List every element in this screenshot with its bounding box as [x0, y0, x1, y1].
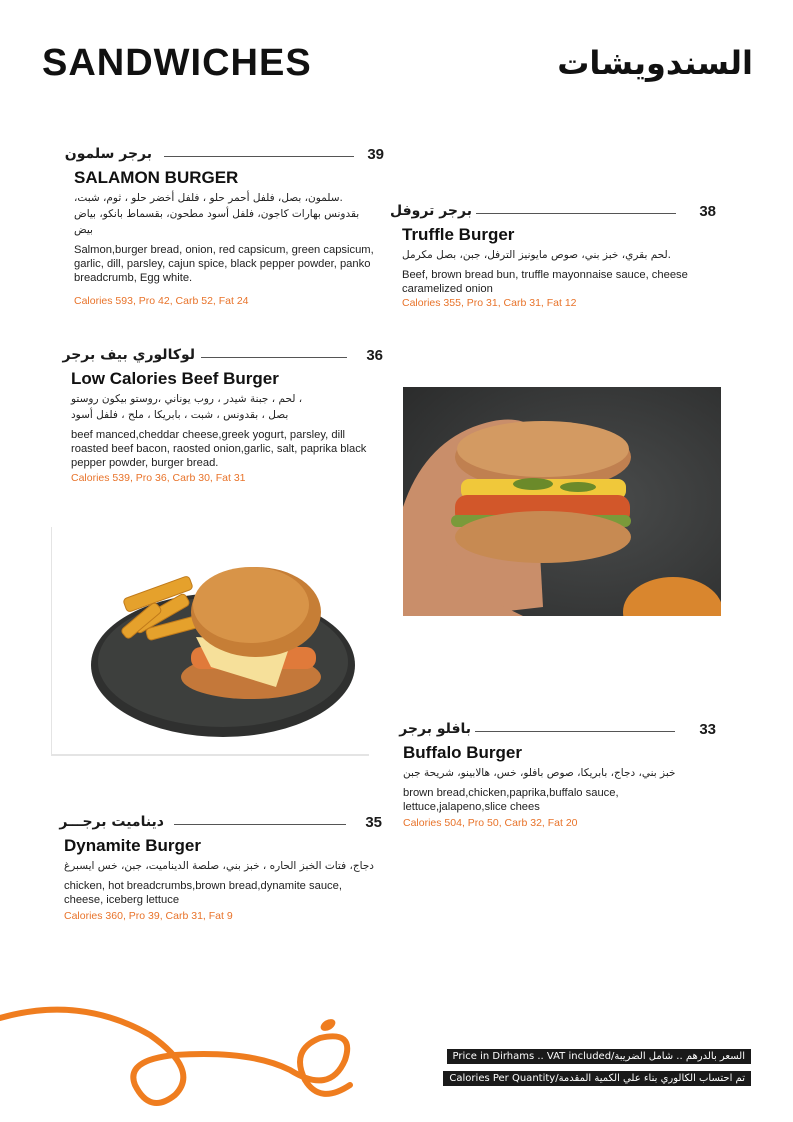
- divider-line: [476, 213, 676, 214]
- page-title-en: SANDWICHES: [42, 42, 312, 84]
- divider-line: [164, 156, 354, 157]
- item-price: 39: [367, 146, 384, 163]
- item-name: Truffle Burger: [402, 225, 515, 244]
- menu-item-truffle-burger: [390, 203, 716, 309]
- divider-line: [475, 731, 675, 732]
- item-desc-en: chicken, hot breadcrumbs,brown bread,dynamite sauce, cheese, iceberg lettuce: [64, 880, 342, 906]
- divider-line: [174, 824, 346, 825]
- item-desc-en: Salmon,burger bread, onion, red capsicum, green capsicum, garlic, dill, parsley, cajun spice, black pepper powder, panko breadcrumb, Egg white.: [74, 244, 374, 284]
- photo-burger-fries-plate: [51, 527, 369, 756]
- item-price: 33: [699, 721, 716, 738]
- price-note-badge: Price in Dirhams .. VAT included/السعر بالدرهم .. شامل الضريبة: [447, 1049, 752, 1064]
- item-name-ar: برجر تروفل: [390, 203, 472, 219]
- item-calories: Calories 539, Pro 36, Carb 30, Fat 31: [71, 472, 246, 484]
- item-price: 38: [699, 203, 716, 220]
- item-calories: Calories 360, Pro 39, Carb 31, Fat 9: [64, 910, 233, 922]
- item-name-ar: ديناميت برجـــر: [59, 814, 164, 830]
- item-calories: Calories 593, Pro 42, Carb 52, Fat 24: [74, 295, 249, 307]
- item-desc-ar: .لحم بقري، خبز بني، صوص مايونيز الترفل، جبن، بصل مكرمل: [402, 249, 672, 261]
- calorie-note-badge: Calories Per Quantity/تم احتساب الكالوري بناء علي الكمية المقدمة: [443, 1071, 751, 1086]
- item-name: Buffalo Burger: [403, 743, 522, 762]
- item-calories: Calories 504, Pro 50, Carb 32, Fat 20: [403, 817, 578, 829]
- menu-item-dynamite-burger: [59, 814, 382, 922]
- item-price: 35: [365, 814, 382, 831]
- item-name-ar: بافلو برجر: [399, 721, 471, 737]
- item-desc-ar: خبز بني، دجاج، بابريكا، صوص بافلو، خس، هالابينو، شريحة جبن: [403, 767, 676, 779]
- item-desc-en: beef manced,cheddar cheese,greek yogurt, parsley, dill roasted beef bacon, raosted onion,garlic, salt, paprika black pepper powder, burger bread.: [71, 429, 367, 469]
- item-name: SALAMON BURGER: [74, 168, 239, 187]
- item-name-ar: لوكالوري بيف برجر: [62, 347, 195, 363]
- item-name-ar: برجر سلمون: [64, 146, 152, 162]
- divider-line: [201, 357, 347, 358]
- item-desc-ar: ، لحم ، جبنة شيدر ، روب يوناني ،روستو بيكون روستو بصل ، بقدونس ، شبت ، بابريكا ، ملح ، فلفل أسود: [71, 393, 303, 421]
- menu-item-buffalo-burger: [399, 721, 716, 829]
- item-desc-en: Beef, brown bread bun, truffle mayonnaise sauce, cheese caramelized onion: [402, 269, 688, 295]
- item-name: Dynamite Burger: [64, 836, 201, 855]
- item-desc-ar: .سلمون، بصل، فلفل أحمر حلو ، فلفل أخضر حلو ، ثوم، شبت، بقدونس بهارات كاجون، فلفل أسود مطحون، بقسماط بانكو، بياض بيض: [74, 192, 360, 236]
- photo-truffle-burger-hand: [403, 387, 721, 616]
- page-title-ar: السندويشات: [557, 44, 753, 82]
- item-desc-ar: دجاج، فتات الخبز الحاره ، خبز بني، صلصة الديناميت، جبن، خس ايسبرغ: [63, 860, 374, 872]
- orange-swirl-logo: [0, 1000, 380, 1110]
- menu-item-low-calories-beef-burger: [62, 347, 383, 484]
- item-price: 36: [366, 347, 383, 364]
- item-name: Low Calories Beef Burger: [71, 369, 279, 388]
- item-calories: Calories 355, Pro 31, Carb 31, Fat 12: [402, 297, 577, 309]
- menu-item-salamon-burger: [64, 146, 384, 307]
- item-desc-en: brown bread,chicken,paprika,buffalo sauce, lettuce,jalapeno,slice chees: [403, 787, 619, 813]
